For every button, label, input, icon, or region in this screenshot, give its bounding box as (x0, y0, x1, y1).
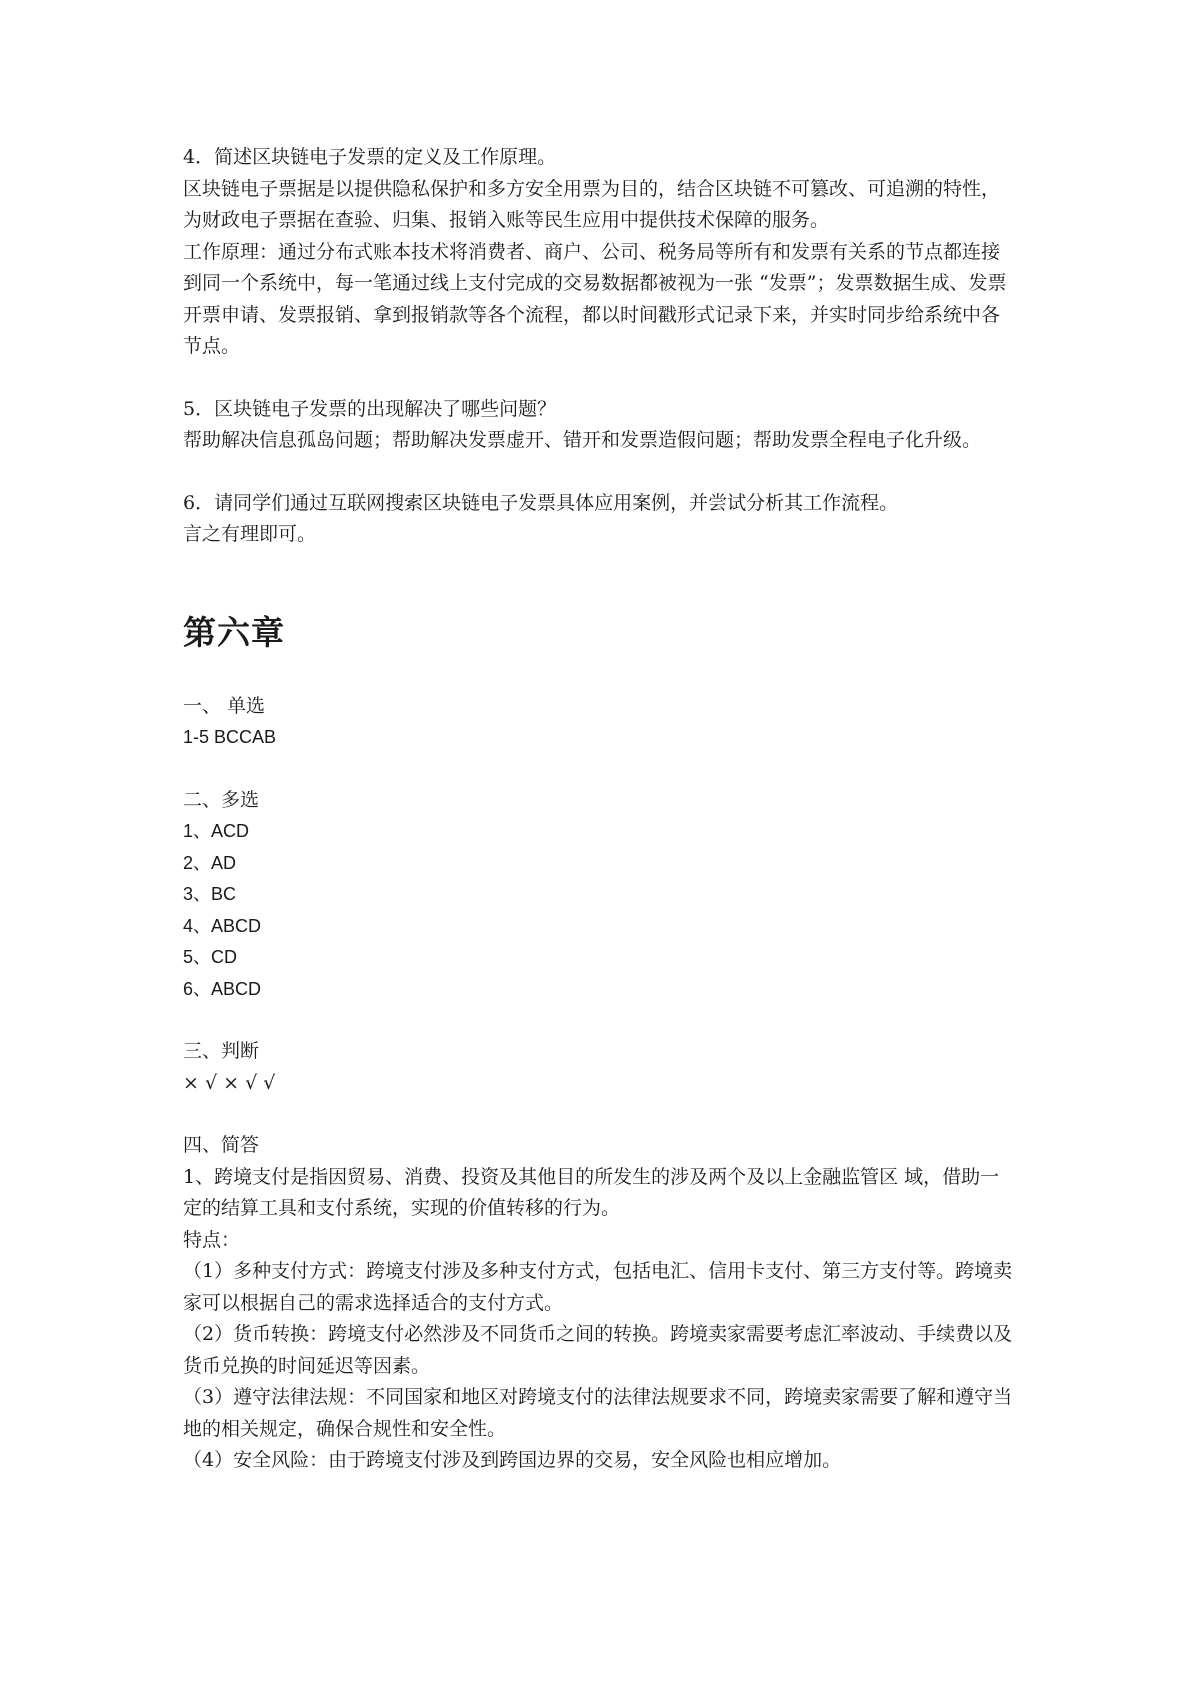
spacer (183, 1099, 1018, 1130)
multi-choice-answer: 4、ABCD (183, 915, 262, 936)
question-4-definition: 区块链电子票据是以提供隐私保护和多方安全用票为目的，结合区块链不可篡改、可追溯的特性，为财政电子票据在查验、归集、报销入账等民生应用中提供技术保障的服务。 (183, 177, 1001, 231)
document-body (183, 142, 1018, 1477)
question-6-answer: 言之有理即可。 (183, 523, 317, 545)
single-choice-heading: 一、 单选 (183, 694, 266, 717)
feature-item: （2）货币转换：跨境支付必然涉及不同货币之间的转换。跨境卖家需要考虑汇率波动、手续费以及货币兑换的时间延迟等因素。 (183, 1323, 1013, 1377)
question-6-title: 6．请同学们通过互联网搜索区块链电子发票具体应用案例，并尝试分析其工作流程。 (183, 491, 899, 514)
feature-item: （4）安全风险：由于跨境支付涉及到跨国边界的交易，安全风险也相应增加。 (183, 1449, 842, 1471)
question-4-principle: 工作原理：通过分布式账本技术将消费者、商户、公司、税务局等所有和发票有关系的节点都连接到同一个系统中，每一笔通过线上支付完成的交易数据都被视为一张 “发票”；发票数据生成、发票开票申请、发票报销、拿到报销款等各个流程，都以时间戳形式记录下来，并实时同步给系统中各节点。 (183, 240, 1007, 357)
spacer (183, 457, 1018, 488)
multi-choice-answer: 6、ABCD (183, 978, 262, 999)
features-label: 特点： (183, 1228, 241, 1251)
feature-item: （3）遵守法律法规：不同国家和地区对跨境支付的法律法规要求不同，跨境卖家需要了解和遵守当地的相关规定，确保合规性和安全性。 (183, 1386, 1013, 1440)
spacer (183, 363, 1018, 394)
chapter-title: 第六章 (183, 612, 285, 652)
multi-choice-answer: 5、CD (183, 947, 238, 967)
multi-choice-heading: 二、多选 (183, 788, 260, 811)
question-4-title: 4．简述区块链电子发票的定义及工作原理。 (183, 146, 557, 168)
multi-choice-answer: 2、AD (183, 852, 237, 873)
spacer (183, 754, 1018, 785)
question-5-title: 5．区块链电子发票的出现解决了哪些问题？ (183, 397, 557, 420)
judgment-answer: × √ × √ √ (183, 1071, 276, 1094)
short-answer-definition: 1、跨境支付是指因贸易、消费、投资及其他目的所发生的涉及两个及以上金融监管区 域，借助一定的结算工具和支付系统，实现的价值转移的行为。 (183, 1165, 1000, 1219)
spacer (183, 1005, 1018, 1036)
multi-choice-answer: 3、BC (183, 884, 237, 904)
question-5-answer: 帮助解决信息孤岛问题；帮助解决发票虚开、错开和发票造假问题；帮助发票全程电子化升级。 (183, 429, 982, 451)
spacer (183, 653, 1018, 691)
short-answer-heading: 四、简答 (183, 1134, 260, 1156)
multi-choice-answer: 1、ACD (183, 821, 250, 841)
judgment-heading: 三、判断 (183, 1040, 260, 1062)
single-choice-answer: 1-5 BCCAB (183, 727, 277, 747)
feature-item: （1）多种支付方式：跨境支付涉及多种支付方式，包括电汇、信用卡支付、第三方支付等。跨境卖家可以根据自己的需求选择适合的支付方式。 (183, 1260, 1013, 1314)
spacer (183, 551, 1018, 613)
